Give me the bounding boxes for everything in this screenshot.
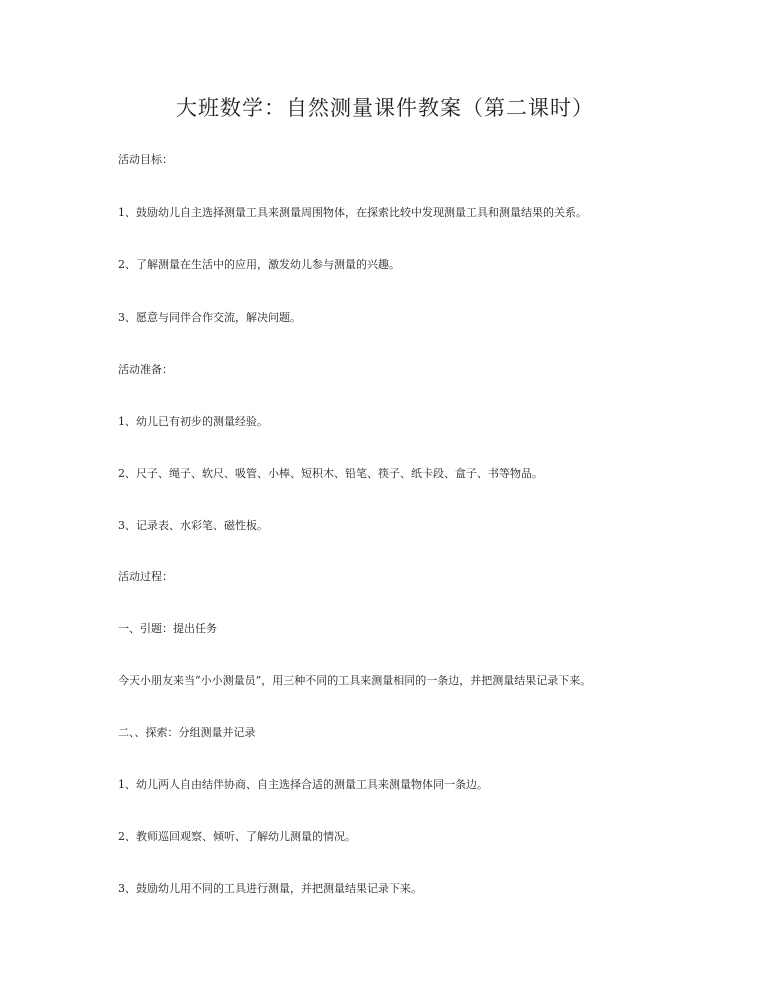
document-title: 大班数学：自然测量课件教案（第二课时） [176,96,594,120]
paragraph: 3、记录表、水彩笔、磁性板。 [118,519,268,532]
section-heading-preparation: 活动准备： [118,363,173,376]
paragraph: 1、鼓励幼儿自主选择测量工具来测量周围物体，在探索比较中发现测量工具和测量结果的关系。 [118,206,587,219]
paragraph: 3、愿意与同伴合作交流，解决问题。 [118,311,301,324]
subheading: 二、、探索：分组测量并记录 [118,726,256,739]
paragraph: 3、鼓励幼儿用不同的工具进行测量，并把测量结果记录下来。 [118,882,422,895]
paragraph: 2、尺子、绳子、软尺、吸管、小棒、短积木、铅笔、筷子、纸卡段、盒子、书等物品。 [118,467,543,480]
paragraph: 2、了解测量在生活中的应用，激发幼儿参与测量的兴趣。 [118,258,400,271]
paragraph: 2、教师巡回观察、倾听、了解幼儿测量的情况。 [118,830,356,843]
subheading: 一、引题：提出任务 [118,622,217,635]
section-heading-goals: 活动目标： [118,153,173,166]
paragraph: 1、幼儿两人自由结伴协商、自主选择合适的测量工具来测量物体同一条边。 [118,778,488,791]
paragraph: 今天小朋友来当“小小测量员”，用三种不同的工具来测量相同的一条边，并把测量结果记录下来。 [118,674,592,687]
section-heading-process: 活动过程： [118,570,173,583]
paragraph: 1、幼儿已有初步的测量经验。 [118,415,268,428]
